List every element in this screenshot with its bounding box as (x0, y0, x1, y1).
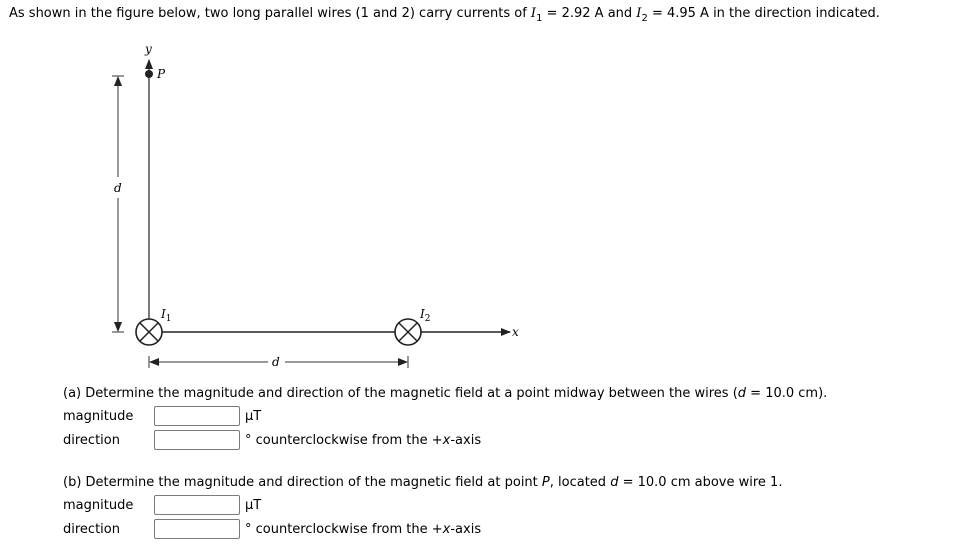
part-b-magnitude-row (63, 494, 261, 516)
part-a-prompt-suffix: = 10.0 cm). (746, 386, 828, 401)
i2-symbol: I (636, 6, 642, 21)
unit-suffix: -axis (450, 432, 482, 448)
part-b-prompt-text: (b) Determine the magnitude and direction of the magnetic field at point (63, 475, 542, 490)
part-a-var: d (737, 386, 747, 401)
i2-subscript: 2 (641, 13, 648, 24)
problem-statement (9, 6, 880, 24)
point-p-label: P (157, 67, 166, 81)
part-b-magnitude-input[interactable] (154, 495, 240, 515)
part-a-magnitude-unit: μT (245, 408, 262, 424)
i1-subscript: 1 (536, 13, 543, 24)
intro-text: As shown in the figure below, two long parallel wires (1 and 2) carry currents of (9, 6, 531, 21)
y-axis-label: y (145, 42, 152, 56)
part-a-magnitude-row (63, 405, 261, 427)
wire-2-into-page-icon (395, 319, 421, 345)
i1-label: $I_1$ (161, 307, 172, 324)
part-a-direction-label: direction (63, 432, 120, 448)
part-a-direction-input[interactable] (154, 430, 240, 450)
part-a-magnitude-input[interactable] (154, 406, 240, 426)
x-axis-label: x (512, 325, 519, 339)
i2-label: $I_2$ (420, 307, 431, 324)
part-b-magnitude-unit: μT (245, 497, 262, 513)
part-a-direction-unit (245, 433, 481, 448)
i1-symbol: I (530, 6, 537, 21)
part-b-point: P (541, 475, 550, 490)
i2-value: = 4.95 A in the direction indicated. (647, 6, 880, 21)
unit-text: ° counterclockwise from the + (245, 521, 443, 537)
vertical-d-label: d (114, 181, 122, 195)
part-b-prompt-mid: , located (549, 475, 611, 490)
unit-var: x (442, 432, 451, 448)
part-b-prompt (63, 475, 782, 490)
unit-var: x (442, 521, 451, 537)
part-a-direction-row (63, 429, 481, 451)
part-b-direction-input[interactable] (154, 519, 240, 539)
unit-suffix: -axis (450, 521, 482, 537)
part-a-prompt-text: (a) Determine the magnitude and direction of the magnetic field at a point midway between the wires ( (63, 386, 738, 401)
wire-1-into-page-icon (136, 319, 162, 345)
horizontal-d-label: d (272, 355, 280, 369)
part-a-magnitude-label: magnitude (63, 408, 134, 424)
part-b-var: d (610, 475, 619, 490)
i1-value: = 2.92 A and (542, 6, 637, 21)
part-b-magnitude-label: magnitude (63, 497, 134, 513)
part-b-prompt-suffix: = 10.0 cm above wire 1. (618, 475, 783, 490)
wires-figure (0, 30, 560, 380)
part-b-direction-row (63, 518, 481, 540)
part-a-prompt (63, 386, 827, 401)
unit-text: ° counterclockwise from the + (245, 432, 443, 448)
part-b-direction-unit (245, 522, 481, 537)
point-p (145, 70, 153, 78)
part-b-direction-label: direction (63, 521, 120, 537)
